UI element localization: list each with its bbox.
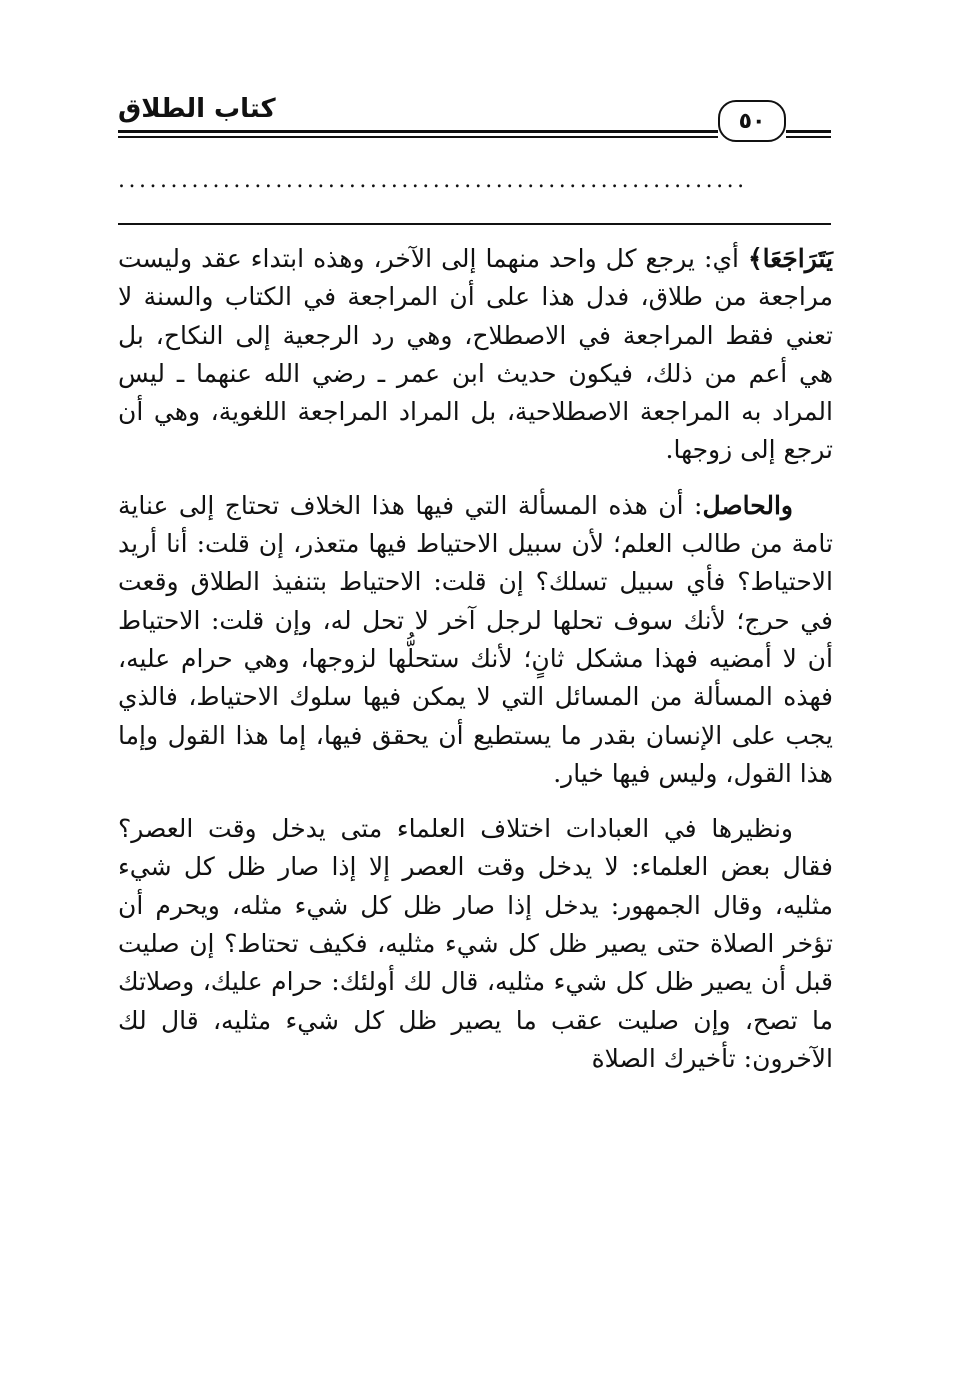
paragraph-text: : أن هذه المسألة التي فيها هذا الخلاف تحتاج إلى عناية تامة من طالب العلم؛ لأن سبيل الاحتياط فيها متعذر، إن قلت: أنا أريد الاحتياط؟ فأي سبيل تسلك؟ إن قلت: الاحتياط بتنفيذ الطلاق وقعت في حرج؛ لأنك سوف تحلها لرجل آخر لا تحل له، وإن قلت: الاحتياط أن لا أمضيه فهذا مشكل ثانٍ؛ لأنك ستحلُّها لزوجها، وهي حرام عليه، فهذه المسألة من المسائل التي لا يمكن فيها سلوك الاحتياط، فالذي يجب على الإنسان بقدر ما يستطيع أن يحقق فيها، إما هذا القول وإما هذا القول، وليس فيها خيار. [118, 490, 833, 788]
quran-reference: يَتَرَاجَعَا﴾ [747, 244, 833, 273]
header-rule-right-thick [786, 130, 831, 133]
paragraph-lead-word: والحاصل [702, 490, 793, 520]
header-rule-thin [118, 136, 718, 138]
header-rule-thick [118, 130, 718, 133]
section-divider [118, 223, 831, 225]
body-text [118, 240, 833, 1078]
book-title: كتاب الطلاق [118, 94, 276, 124]
page-header [118, 78, 831, 148]
paragraph-text: أي: يرجع كل واحد منهما إلى الآخر، وهذه ابتداء عقد وليست مراجعة من طلاق، فدل هذا على أن المراجعة في الكتاب والسنة لا تعني فقط المراجعة في الاصطلاح، وهي رد الرجعية إلى النكاح، بل هي أعم من ذلك، فيكون حديث ابن عمر ـ رضي الله عنهما ـ ليس المراد به المراجعة الاصطلاحية، بل المراد المراجعة اللغوية، وهي أن ترجع إلى زوجها. [118, 244, 833, 465]
paragraph-3 [118, 810, 833, 1078]
paragraph-text: ونظيرها في العبادات اختلاف العلماء متى يدخل وقت العصر؟ فقال بعض العلماء: لا يدخل وقت العصر إلا إذا صار ظل كل شيء مثليه، وقال الجمهور: يدخل إذا صار ظل كل شيء مثله، ويحرم أن تؤخر الصلاة حتى يصير ظل كل شيء مثليه، فكيف تحتاط؟ إن صليت قبل أن يصير ظل كل شيء مثليه، قال لك أولئك: حرام عليك، وصلاتك ما تصح، وإن صليت عقب ما يصير ظل كل شيء مثليه، قال لك الآخرون: تأخيرك الصلاة [118, 814, 833, 1073]
page-number: ٥٠ [718, 100, 786, 142]
paragraph-2 [118, 487, 833, 793]
paragraph-1 [118, 240, 833, 470]
dotted-separator: ............................................................ [118, 168, 748, 193]
header-rule-right-thin [786, 136, 831, 138]
